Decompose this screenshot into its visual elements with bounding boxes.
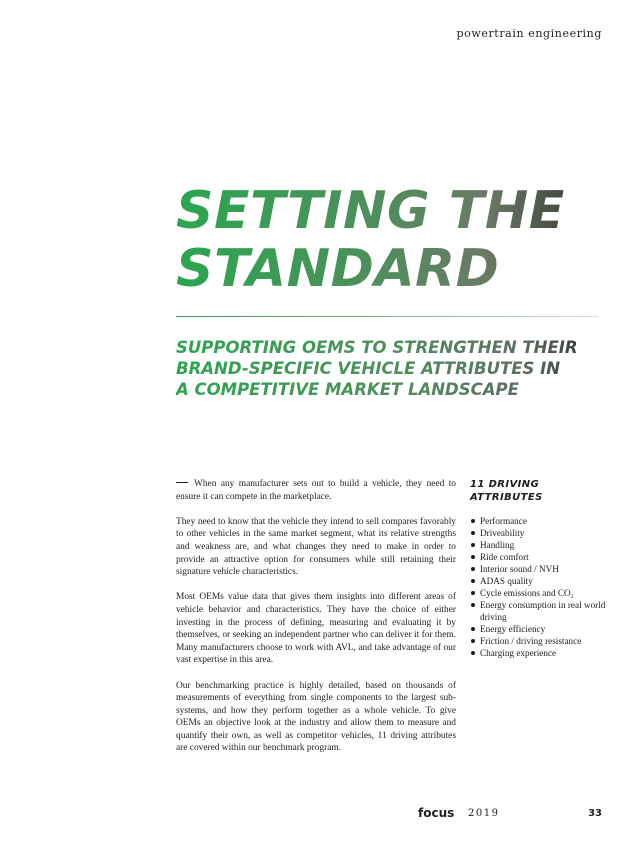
page-number: 33 xyxy=(588,808,602,819)
body-paragraph-3: Most OEMs value data that gives them insights into different areas of vehicle behavior and characteristics. They have the choice of either investing in the process of defining, measuring and evaluating it by themselves, or seeking an independent partner who can deliver it for them. Many manufacturers choose to work with AVL, and take advantage of our vast expertise in this area. xyxy=(176,592,456,666)
body-paragraph-4: Our benchmarking practice is highly detailed, based on thousands of measurements of everything from single components to the largest sub-systems, and how they perform together as a whole vehicle. To give OEMs an objective look at the industry and allow them to measure and quantify their own, as well as competitor vehicles, 11 driving attributes are covered within our benchmark program. xyxy=(176,680,456,754)
attribute-item: Cycle emissions and CO₂ xyxy=(470,587,620,599)
article-body xyxy=(176,478,456,768)
article-subtitle-line-2: BRAND-SPECIFIC VEHICLE ATTRIBUTES IN xyxy=(176,359,561,378)
paragraph-text-1: When any manufacturer sets out to build a vehicle, they need to ensure it can compete in the marketplace. xyxy=(176,479,456,502)
attributes-sidebar xyxy=(470,478,620,659)
attribute-item: Charging experience xyxy=(470,647,620,659)
article-title-line-1: SETTING THE xyxy=(176,181,565,241)
attribute-item: Ride comfort xyxy=(470,551,620,563)
body-paragraph-1 xyxy=(176,478,456,503)
attribute-item: Handling xyxy=(470,539,620,551)
sidebar-title-line-1: 11 DRIVING xyxy=(470,479,540,490)
article-title-line-2: STANDARD xyxy=(176,239,500,299)
attribute-item: Friction / driving resistance xyxy=(470,635,620,647)
attribute-item: Energy efficiency xyxy=(470,623,620,635)
section-label: powertrain engineering xyxy=(456,27,602,40)
article-subtitle-line-1: SUPPORTING OEMS TO STRENGTHEN THEIR xyxy=(176,338,578,357)
attribute-item: Driveability xyxy=(470,527,620,539)
attribute-item: Energy consumption in real world driving xyxy=(470,599,620,623)
title-divider xyxy=(176,316,598,317)
sidebar-title-line-2: ATTRIBUTES xyxy=(470,492,543,503)
sidebar-title xyxy=(470,478,620,504)
article-title xyxy=(176,182,616,298)
lead-dash xyxy=(176,482,188,483)
attribute-item: Interior sound / NVH xyxy=(470,563,620,575)
attribute-item: Performance xyxy=(470,515,620,527)
issue-year: 2019 xyxy=(468,808,500,819)
article-subtitle xyxy=(176,337,606,400)
body-paragraph-2: They need to know that the vehicle they intend to sell compares favorably to other vehicles in the same market segment, what its relative strengths and weakness are, and what changes they need to make in order to provide an attractive option for consumers while still retaining their signature vehicle characteristics. xyxy=(176,516,456,578)
attribute-item: ADAS quality xyxy=(470,575,620,587)
article-subtitle-line-3: A COMPETITIVE MARKET LANDSCAPE xyxy=(176,380,519,399)
attributes-list xyxy=(470,515,620,659)
magazine-logo: focus xyxy=(418,806,455,820)
